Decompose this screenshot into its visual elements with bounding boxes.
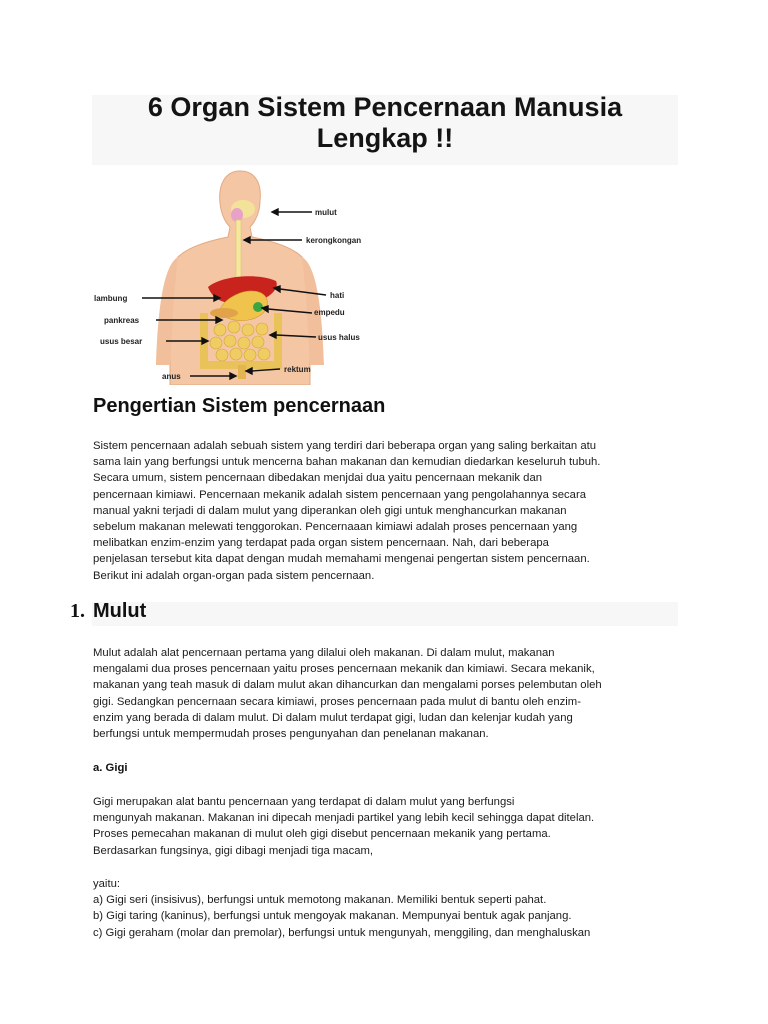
- section1-title: Mulut: [93, 600, 147, 622]
- label-kerongkongan: kerongkongan: [306, 236, 362, 245]
- text-line: sama lain yang berfungsi untuk mencerna bahan makanan dan kemudian diedarkan keseluruh tubuh.: [93, 456, 601, 469]
- text-line: yaitu:: [93, 878, 121, 890]
- text-line: Berdasarkan fungsinya, gigi dibagi menjadi tiga macam,: [93, 844, 374, 857]
- title-line: Lengkap !!: [316, 123, 454, 153]
- text-line: enzim yang berada di dalam mulut. Di dalam mulut terdapat gigi, ludan dan kelenjar kudah yang: [93, 711, 573, 724]
- text-line: mengalami dua proses pencernaan yaitu proses pencernaan mekanik dan kimiawi. Secara mekanik,: [93, 663, 595, 676]
- page-title: [92, 92, 678, 154]
- digestive-system-illustration: [90, 165, 395, 385]
- gigi-types-list: [93, 876, 683, 941]
- text-line: Sistem pencernaan adalah sebuah sistem yang terdiri dari beberapa organ yang saling berkaitan atu: [93, 440, 597, 452]
- text-line: Secara umum, sistem pencernaan dibedakan menjdai dua yaitu pencernaan mekanik dan: [93, 472, 543, 485]
- label-lambung: lambung: [94, 294, 128, 303]
- section1-number: 1.: [70, 600, 85, 622]
- text-line: melibatkan enzim-enzim yang terdapat pada organ sistem pencernaan. Nah, dari beberapa: [93, 537, 549, 550]
- label-pankreas: pankreas: [104, 316, 140, 325]
- subheading-gigi: a. Gigi: [93, 762, 128, 774]
- text-line: makanan yang teah masuk di dalam mulut akan dihancurkan dan mengalami porses pelembutan oleh: [93, 679, 602, 692]
- list-item: c) Gigi geraham (molar dan premolar), berfungsi untuk mengunyah, menggiling, dan menghaluskan: [93, 926, 591, 939]
- text-line: Proses pemecahan makanan di mulut oleh gigi disebut pencernaan mekanik yang pertama.: [93, 828, 551, 841]
- text-line: manual yakni terjadi di dalam mulut yang diperankan oleh gigi untuk menghancurkan makanan: [93, 504, 567, 517]
- label-usus-besar: usus besar: [100, 337, 143, 346]
- gigi-paragraph: [93, 794, 683, 859]
- label-empedu: empedu: [314, 308, 345, 317]
- section1-background: [92, 602, 678, 626]
- label-hati: hati: [330, 291, 345, 300]
- digestive-diagram: [90, 165, 395, 385]
- mulut-paragraph: [93, 645, 683, 742]
- label-rektum: rektum: [284, 365, 311, 374]
- text-line: gigi. Sedangkan pencernaan secara kimiawi, proses pencernaan pada mulut di bantu oleh enzim-: [93, 695, 581, 708]
- list-item: a) Gigi seri (insisivus), berfungsi untuk memotong makanan. Memiliki bentuk seperti pahat.: [93, 894, 547, 907]
- text-line: pencernaan kimiawi. Pencernaan mekanik adalah sistem pencernaan yang pengolahannya secara: [93, 488, 586, 501]
- section-heading: Pengertian Sistem pencernaan: [93, 395, 386, 417]
- text-line: Berikut ini adalah organ-organ pada sistem pencernaan.: [93, 569, 375, 582]
- text-line: Mulut adalah alat pencernaan pertama yang dilalui oleh makanan. Di dalam mulut, makanan: [93, 647, 555, 659]
- label-usus-halus: usus halus: [318, 333, 360, 342]
- text-line: sebelum makanan melewati tenggorokan. Pencernaaan kimiawi adalah proses pencernaan yang: [93, 521, 578, 534]
- text-line: berfungsi untuk mempermudah proses pengunyahan dan penelanan makanan.: [93, 728, 489, 741]
- title-line: 6 Organ Sistem Pencernaan Manusia: [147, 92, 623, 122]
- label-mulut: mulut: [315, 208, 337, 217]
- label-anus: anus: [162, 372, 181, 381]
- list-item: b) Gigi taring (kaninus), berfungsi untuk mengoyak makanan. Mempunyai bentuk agak panjang.: [93, 910, 572, 923]
- text-line: mengunyah makanan. Makanan ini dipecah menjadi partikel yang lebih kecil sehingga dapat ditelan.: [93, 812, 595, 825]
- text-line: Gigi merupakan alat bantu pencernaan yang terdapat di dalam mulut yang berfungsi: [93, 796, 515, 808]
- intro-paragraph: [93, 438, 683, 584]
- text-line: penjelasan tersebut kita dapat dengan mudah memahami mengenai pengertan sistem pencernaan.: [93, 553, 590, 566]
